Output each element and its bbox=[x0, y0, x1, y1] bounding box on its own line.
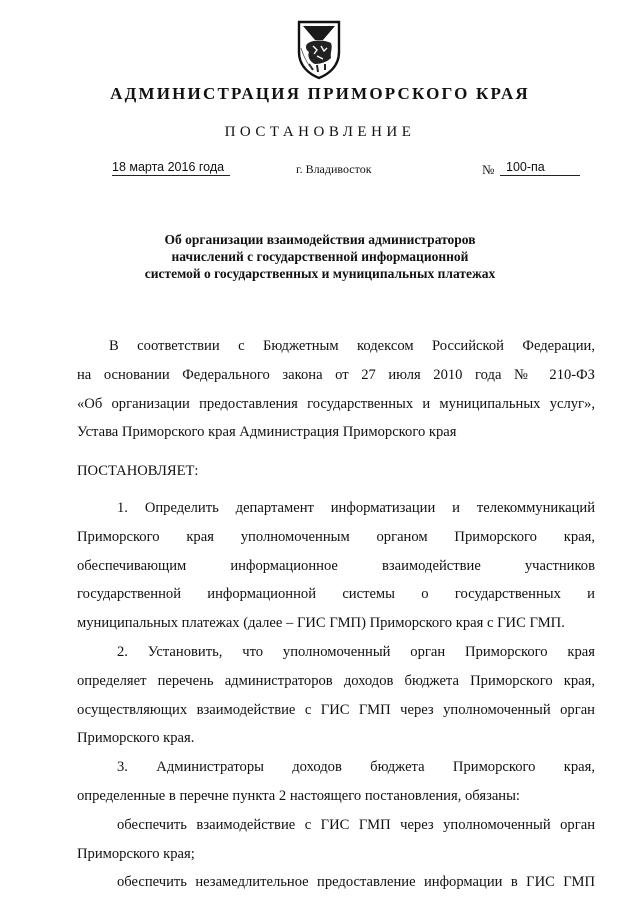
organization-name: АДМИНИСТРАЦИЯ ПРИМОРСКОГО КРАЯ bbox=[110, 84, 530, 103]
body-line: государственной информационной системы о государственных и bbox=[77, 586, 595, 603]
body-line: муниципальных платежах (далее – ГИС ГМП) Приморского края с ГИС ГМП. bbox=[77, 615, 565, 632]
body-line: Приморского края. bbox=[77, 730, 195, 747]
document-body bbox=[77, 332, 595, 897]
body-line: определяет перечень администраторов доходов бюджета Приморского края, bbox=[77, 672, 595, 689]
title-line: системой о государственных и муниципальных платежах bbox=[144, 266, 496, 281]
body-line: Приморского края; bbox=[77, 845, 195, 862]
body-line: В соответствии с Бюджетным кодексом Российской Федерации, bbox=[109, 338, 595, 354]
body-line: 1. Определить департамент информатизации и телекоммуникаций bbox=[117, 499, 595, 516]
body-line: определенные в перечне пункта 2 настоящего постановления, обязаны: bbox=[77, 787, 520, 804]
body-line: 3. Администраторы доходов бюджета Приморского края, bbox=[117, 759, 595, 776]
document-city: г. Владивосток bbox=[296, 162, 372, 176]
body-line: Приморского края уполномоченным органом Приморского края, bbox=[77, 528, 595, 545]
body-line: 2. Установить, что уполномоченный орган Приморского края bbox=[117, 643, 595, 660]
body-line: обеспечить взаимодействие с ГИС ГМП через уполномоченный орган bbox=[117, 816, 595, 833]
body-line: обеспечить незамедлительное предоставление информации в ГИС ГМП bbox=[117, 874, 595, 891]
document-title bbox=[110, 231, 530, 282]
body-line: на основании Федерального закона от 27 июля 2010 года № 210-ФЗ bbox=[77, 366, 595, 383]
coat-of-arms-icon bbox=[293, 18, 345, 80]
document-type: ПОСТАНОВЛЕНИЕ bbox=[224, 124, 416, 140]
body-line: обеспечивающим информационное взаимодействие участников bbox=[77, 557, 595, 574]
number-sign: № bbox=[482, 162, 495, 177]
body-line: осуществляющих взаимодействие с ГИС ГМП через уполномоченный орган bbox=[77, 701, 595, 718]
title-line: Об организации взаимодействия администраторов bbox=[164, 232, 476, 247]
title-line: начислений с государственной информационной bbox=[171, 249, 469, 264]
body-line: Устава Приморского края Администрация Приморского края bbox=[77, 424, 457, 441]
document-number: 100-па bbox=[500, 160, 580, 176]
resolves-heading: ПОСТАНОВЛЯЕТ: bbox=[77, 463, 199, 480]
document-date: 18 марта 2016 года bbox=[112, 160, 230, 176]
body-line: «Об организации предоставления государственных и муниципальных услуг», bbox=[77, 395, 595, 412]
